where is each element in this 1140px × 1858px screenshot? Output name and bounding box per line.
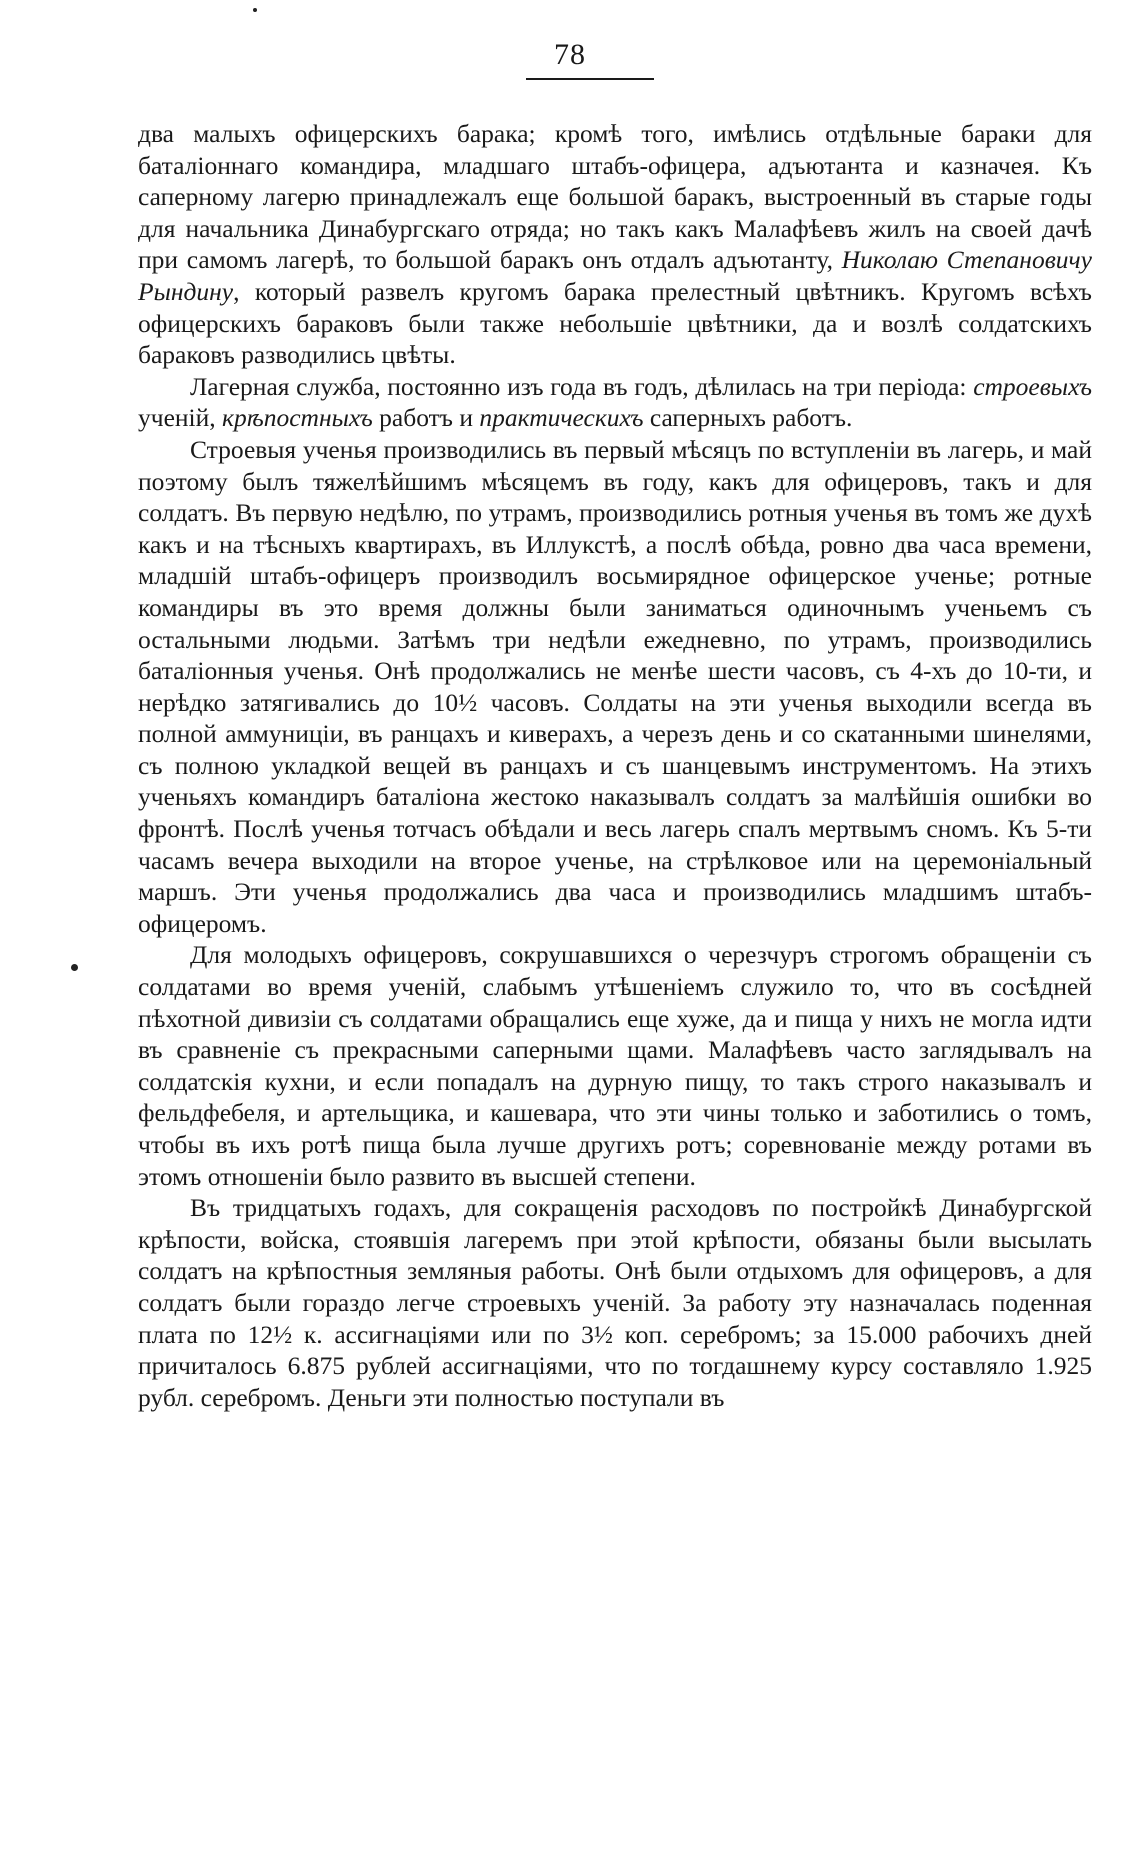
text-segment: работъ и bbox=[372, 403, 480, 433]
text-segment: Строевыя ученья производились въ первый мѣсяцъ по вступленіи въ лагерь, и май поэтому былъ тяжелѣйшимъ мѣсяцемъ въ году, какъ для офицеровъ, такъ и для солдатъ. Въ первую недѣлю, по утрамъ, производились ротныя ученья въ томъ же духѣ какъ и на тѣсныхъ квартирахъ, въ Иллукстѣ, а послѣ обѣда, ровно два часа времени, младшій штабъ-офицеръ производилъ восьмирядное офицерское ученье; ротные командиры въ это время должны были заниматься одиночнымъ ученьемъ съ остальными людьми. Затѣмъ три недѣли ежедневно, по утрамъ, производились баталіонныя ученья. Онѣ продолжались не менѣе шести часовъ, съ 4-хъ до 10-ти, и нерѣдко затягивались до 10½ часовъ. Солдаты на эти ученья выходили всегда въ полной аммуниціи, въ ранцахъ и киверахъ, а черезъ день и со скатанными шинелями, съ полною укладкой вещей въ ранцахъ и съ шанцевымъ инструментомъ. На этихъ ученьяхъ командиръ баталіона жестоко наказывалъ солдатъ за малѣйшія ошибки во фронтѣ. Послѣ ученья тотчасъ обѣдали и весь лагерь спалъ мертвымъ сномъ. Къ 5-ти часамъ вечера выходили на второе ученье, на стрѣлковое или на церемоніальный маршъ. Эти ученья продолжались два часа и производились младшимъ штабъ-офицеромъ. bbox=[138, 434, 1092, 938]
text-segment: ученій, bbox=[138, 403, 223, 433]
text-segment: Для молодыхъ офицеровъ, сокрушавшихся о черезчуръ строгомъ обращеніи съ солдатами во время ученій, слабымъ утѣшеніемъ служило то, что въ сосѣдней пѣхотной дивизіи съ солдатами обращались еще хуже, да и пища у нихъ не могла идти въ сравненіе съ прекрасными саперными щами. Малафѣевъ часто заглядывалъ на солдатскія кухни, и если попадалъ на дурную пищу, то такъ строго наказывалъ и фельдфебеля, и артельщика, и кашевара, что эти чины только и заботились о томъ, чтобы въ ихъ ротѣ пища была лучше другихъ ротъ; соревнованіе между ротами въ этомъ отношеніи было развито въ высшей степени. bbox=[138, 940, 1092, 1191]
text-segment: , который развелъ кругомъ барака прелестный цвѣтникъ. Кругомъ всѣхъ офицерскихъ бараковъ были также небольшіе цвѣтники, да и возлѣ солдатскихъ бараковъ разводились цвѣты. bbox=[138, 276, 1092, 370]
page-speck-top bbox=[253, 8, 257, 12]
italic-text-segment: строевыхъ bbox=[973, 371, 1092, 401]
text-segment: Лагерная служба, постоянно изъ года въ годъ, дѣлилась на три періода: bbox=[190, 371, 974, 401]
paragraph-4 bbox=[138, 939, 1092, 1192]
paragraph-3 bbox=[138, 434, 1092, 940]
italic-text-segment: практическихъ bbox=[479, 403, 644, 433]
italic-text-segment: крѣпостныхъ bbox=[222, 403, 373, 433]
page-number-rule bbox=[526, 78, 654, 80]
margin-speck bbox=[71, 964, 78, 971]
italic-text-segment: Николаю Степановичу Рындину bbox=[138, 245, 1092, 306]
page-number: 78 bbox=[554, 38, 586, 71]
paragraph-1 bbox=[138, 118, 1092, 371]
paragraph-2 bbox=[138, 371, 1092, 434]
text-segment: саперныхъ работъ. bbox=[643, 403, 853, 433]
text-segment: Въ тридцатыхъ годахъ, для сокращенія расходовъ по постройкѣ Динабургской крѣпости, войска, стоявшія лагеремъ при этой крѣпости, обязаны были высылать солдатъ на крѣпостныя земляныя работы. Онѣ были отдыхомъ для офицеровъ, а для солдатъ были гораздо легче строевыхъ ученій. За работу эту назначалась поденная плата по 12½ к. ассигнаціями или по 3½ коп. серебромъ; за 15.000 рабочихъ дней причиталось 6.875 рублей ассигнаціями, что по тогдашнему курсу составляло 1.925 рубл. серебромъ. Деньги эти полностью поступали въ bbox=[138, 1193, 1092, 1412]
text-segment: два малыхъ офицерскихъ барака; кромѣ того, имѣлись отдѣльные бараки для баталіоннаго командира, младшаго штабъ-офицера, адъютанта и казначея. Къ саперному лагерю принадлежалъ еще большой баракъ, выстроенный въ старые годы для начальника Динабургскаго отряда; но такъ какъ Малафѣевъ жилъ на своей дачѣ при самомъ лагерѣ, то большой баракъ онъ отдалъ адъютанту, bbox=[138, 119, 1092, 275]
body-text bbox=[138, 118, 1092, 1413]
paragraph-5 bbox=[138, 1192, 1092, 1413]
